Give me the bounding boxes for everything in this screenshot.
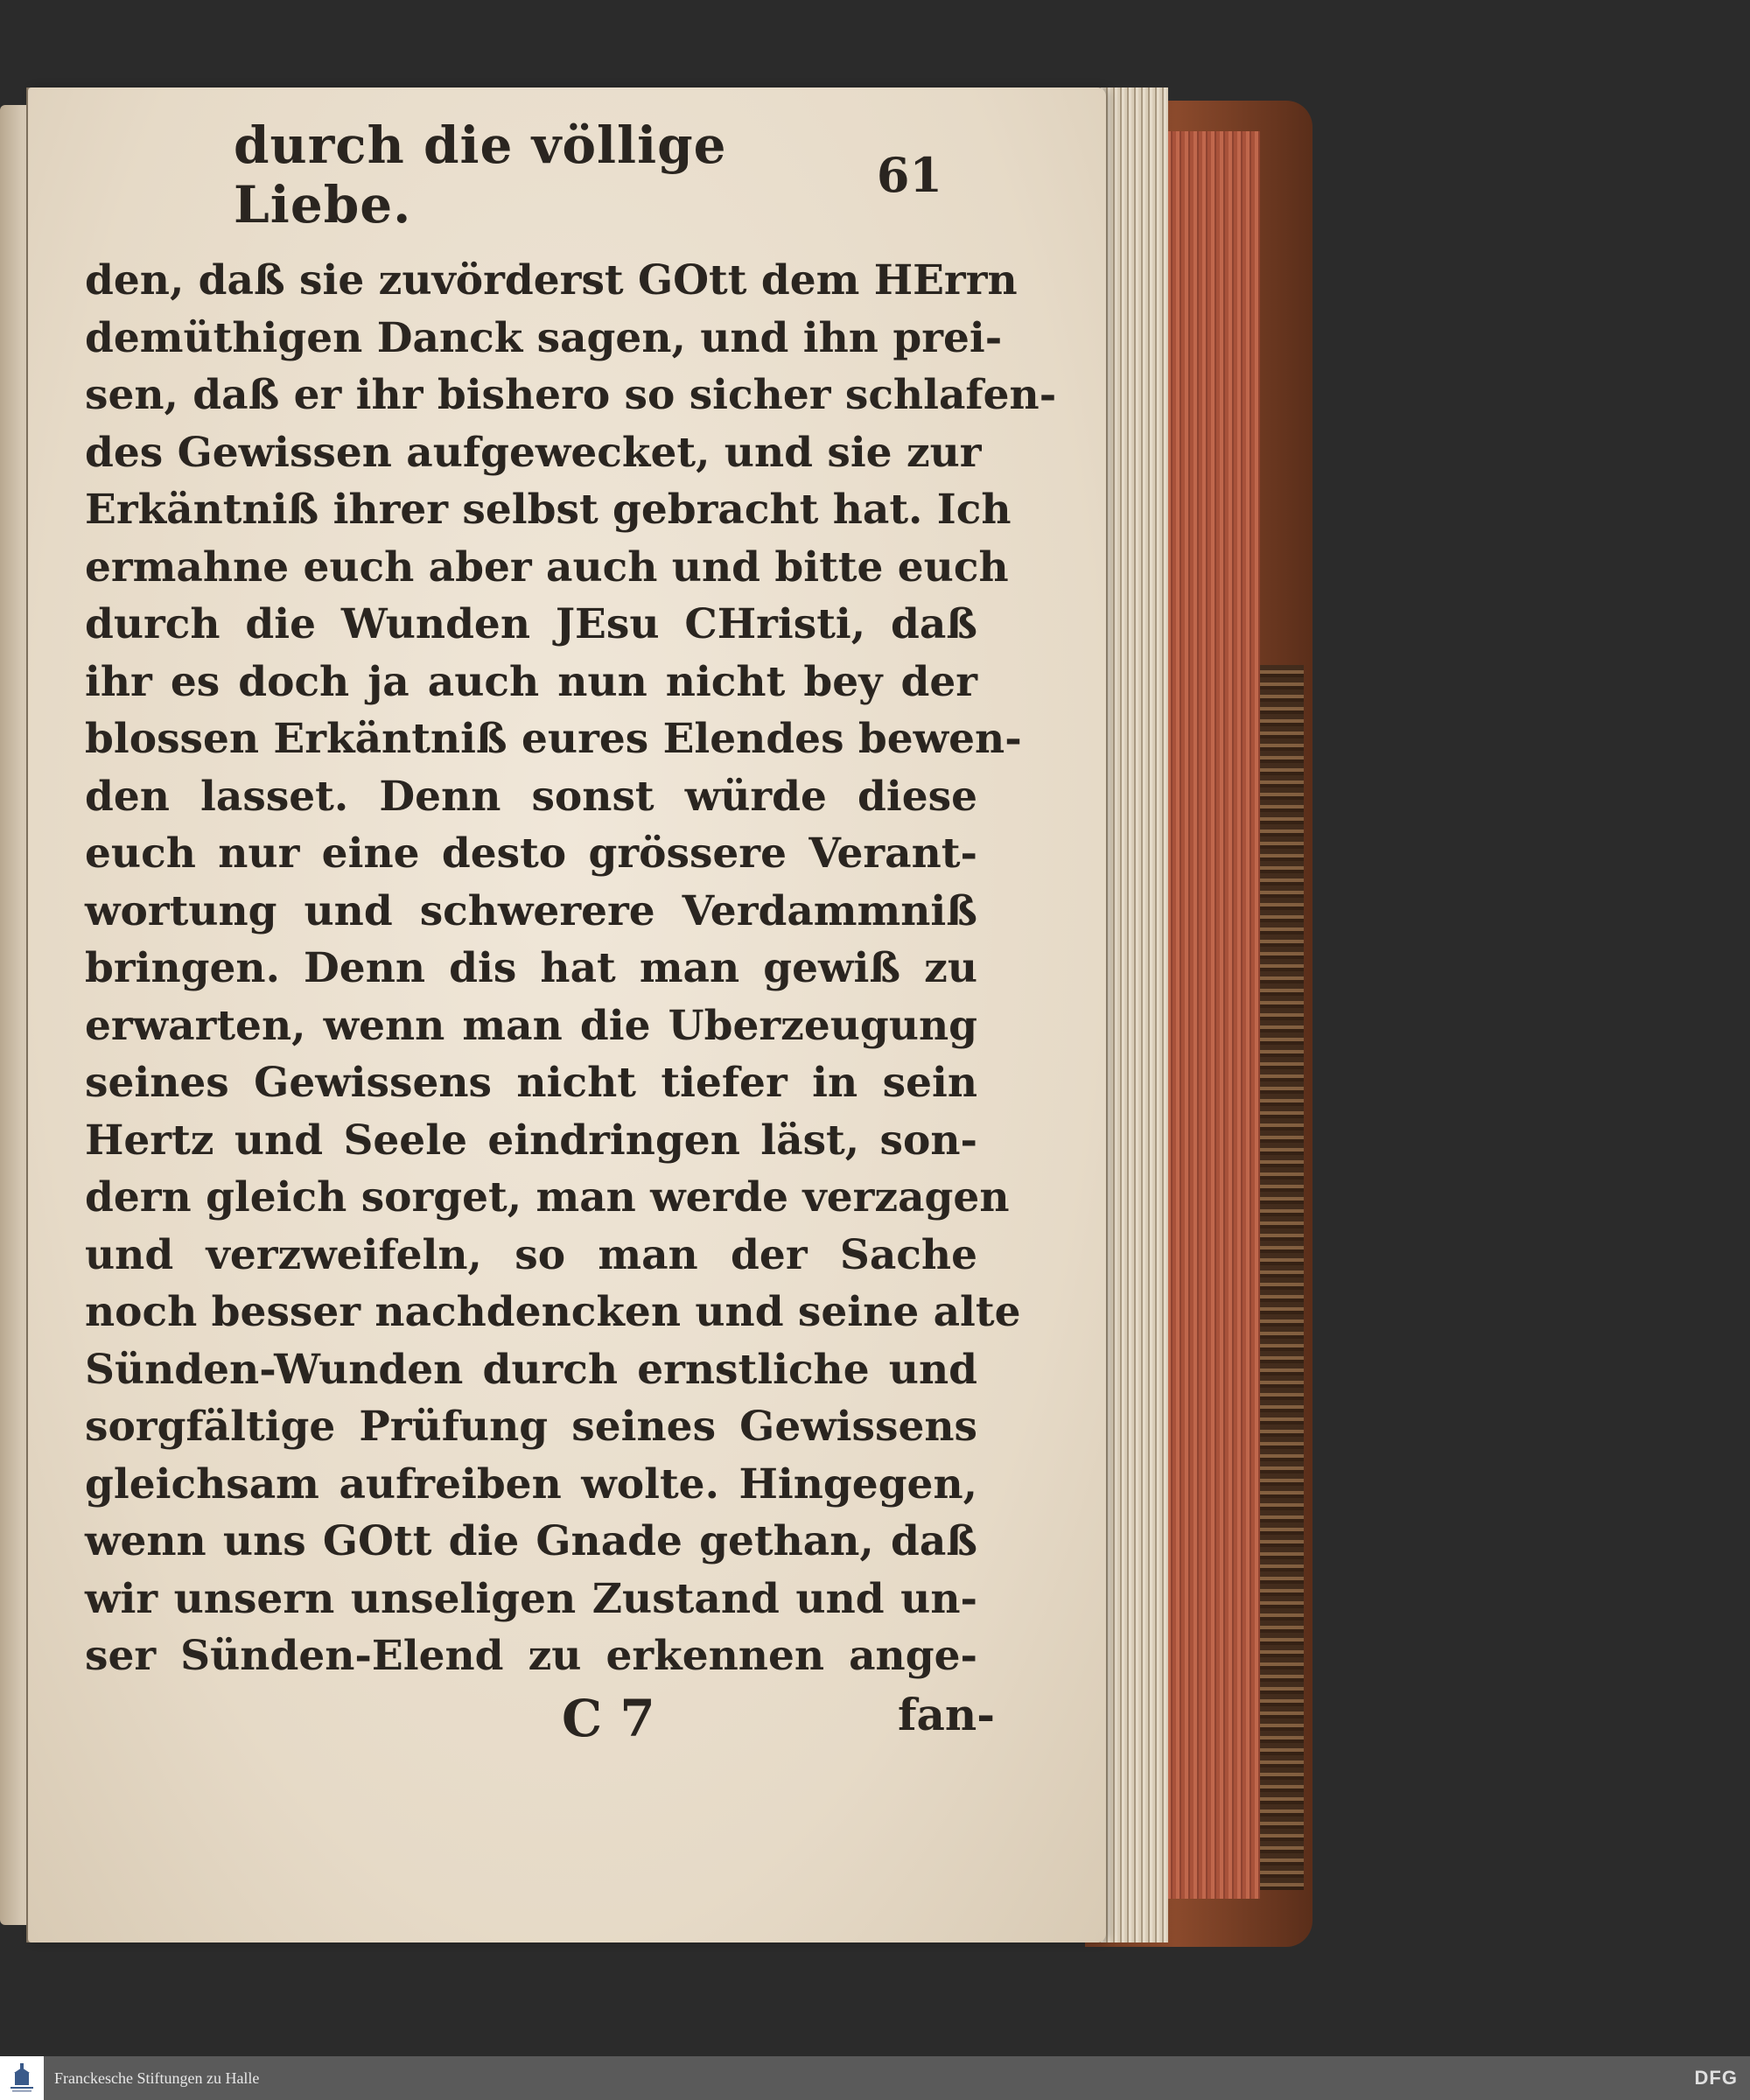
signature-mark: C 7 <box>562 1689 655 1748</box>
text-line: ermahne euch aber auch und bitte euch <box>85 542 1009 592</box>
text-line: Hertz und Seele eindringen läst, son- <box>85 1116 977 1165</box>
text-line: erwarten, wenn man die Uberzeugung <box>85 1001 977 1050</box>
text-line: gleichsam aufreiben wolte. Hingegen, <box>85 1460 977 1508</box>
text-line: durch die Wunden JEsu CHristi, daß <box>85 600 977 648</box>
text-line: wortung und schwerere Verdammniß <box>85 886 977 935</box>
text-line: den lasset. Denn sonst würde diese <box>85 772 977 821</box>
francke-foundation-logo-icon[interactable] <box>0 2056 44 2100</box>
red-page-edge <box>1164 131 1260 1899</box>
credit-bar <box>0 2056 1750 2100</box>
book-page <box>28 88 1106 1942</box>
dfg-logo[interactable]: DFG <box>1694 2067 1738 2089</box>
text-line: demüthigen Danck sagen, und ihn prei- <box>85 313 1003 362</box>
text-line: bringen. Denn dis hat man gewiß zu <box>85 944 977 992</box>
page-header <box>207 116 942 234</box>
text-line: euch nur eine desto grössere Verant- <box>85 830 977 878</box>
text-line: wir unsern unseligen Zustand und un- <box>85 1574 977 1623</box>
institution-name: Franckesche Stiftungen zu Halle <box>54 2068 260 2087</box>
logo-graphic <box>7 2061 37 2096</box>
text-line: sorgfältige Prüfung seines Gewissens <box>85 1403 977 1451</box>
body-text <box>85 252 1057 1685</box>
catchword: fan- <box>897 1689 995 1740</box>
text-line: Erkäntniß ihrer selbst gebracht hat. Ich <box>85 486 1012 534</box>
text-line: ser Sünden-Elend zu erkennen ange- <box>85 1632 977 1680</box>
text-line: wenn uns GOtt die Gnade gethan, daß <box>85 1517 977 1565</box>
text-line: den, daß sie zuvörderst GOtt dem HErrn <box>85 256 1018 304</box>
text-line: noch besser nachdencken und seine alte <box>85 1288 1021 1336</box>
page-footer <box>85 1689 995 1759</box>
text-line: und verzweifeln, so man der Sache <box>85 1230 977 1279</box>
page-number: 61 <box>876 147 942 203</box>
text-line: sen, daß er ihr bishero so sicher schlafen- <box>85 371 1057 419</box>
text-line: seines Gewissens nicht tiefer in sein <box>85 1059 977 1107</box>
text-line: ihr es doch ja auch nun nicht bey der <box>85 657 977 706</box>
text-line: blossen Erkäntniß eures Elendes bewen- <box>85 715 1022 763</box>
text-line: Sünden-Wunden durch ernstliche und <box>85 1345 977 1394</box>
running-title: durch die völlige Liebe. <box>234 116 727 234</box>
text-line: dern gleich sorget, man werde verzagen <box>85 1173 1010 1222</box>
text-line: des Gewissen aufgewecket, und sie zur <box>85 428 982 477</box>
